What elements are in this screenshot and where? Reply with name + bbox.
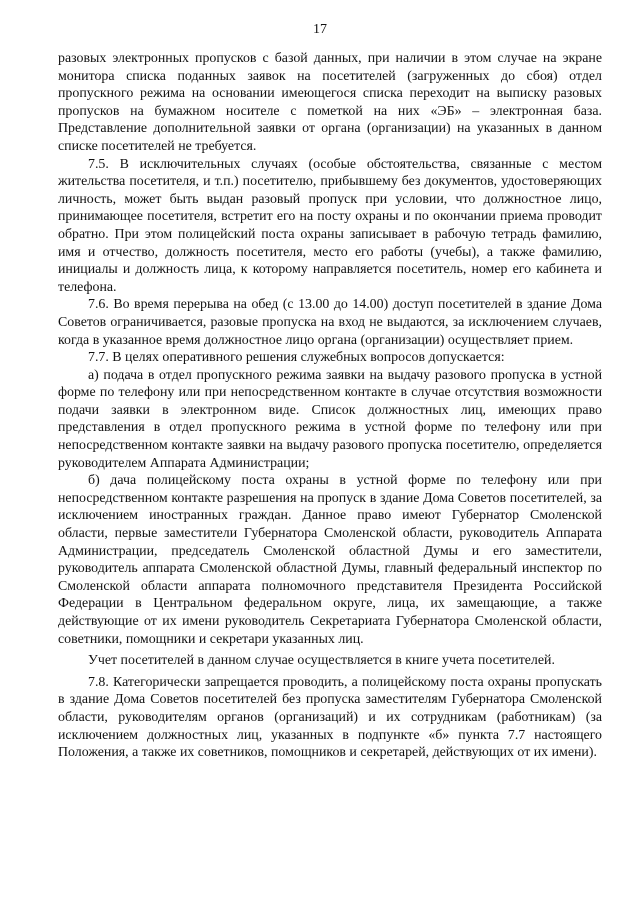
paragraph-7-8: 7.8. Категорически запрещается проводить, а полицейскому поста охраны пропускать в здание Дома Советов посетителей без пропуска заместителям Губернатора Смоленской области, руководителям органов (организаций) и их сотрудникам (работникам) (за исключением должностных лиц, указанных в подпункте «б» пункта 7.7 настоящего Положения, а также их советников, помощников и секретарей, действующих от их имени). (58, 674, 602, 761)
document-body (58, 50, 602, 762)
paragraph-visitor-accounting: Учет посетителей в данном случае осуществляется в книге учета посетителей. (88, 653, 555, 669)
page-number: 17 (313, 22, 327, 37)
paragraph-7-7-b: б) дача полицейскому поста охраны в устной форме по телефону или при непосредственном контакте разрешения на пропуск в здание Дома Советов посетителей, за исключением иностранных граждан. Данное право имеют Губернатор Смоленской области, первые заместители Губернатора Смоленской области, руководитель Аппарата Администрации, председатель Смоленской областной Думы и его заместители, руководитель аппарата Смоленской областной Думы, главный федеральный инспектор по Смоленской области аппарата полномочного представителя Президента Российской Федерации в Центральном федеральном округе, лица, их замещающие, а также действующие от их имени руководитель Секретариата Губернатора Смоленской области, советники, помощники и секретари указанных лиц. (58, 473, 602, 647)
paragraph-7-5: 7.5. В исключительных случаях (особые обстоятельства, связанные с местом жительства посетителя, и т.п.) посетителю, прибывшему без документов, удостоверяющих личность, может быть выдан разовый пропуск при условии, что должностное лицо, принимающее посетителя, встретит его на посту охраны и по окончании приема проводит обратно. При этом полицейский поста охраны записывает в рабочую тетрадь фамилию, имя и отчество, должность посетителя, место его работы (учебы), а также фамилию, инициалы и должность лица, к которому направляется посетитель, номер его кабинета и телефона. (58, 156, 602, 295)
paragraph-continuation: разовых электронных пропусков с базой данных, при наличии в этом случае на экране монитора списка поданных заявок на посетителей (загруженных до сбоя) отдел пропускного режима на основании имеющегося списка переходит на выписку разовых пропусков на бумажном носителе с пометкой на них «ЭБ» – электронная база. Представление дополнительной заявки от органа (организации) на указанных в данном списке посетителей не требуется. (58, 51, 602, 154)
paragraph-7-7-a: а) подача в отдел пропускного режима заявки на выдачу разового пропуска в устной форме по телефону или при непосредственном контакте в случае отсутствия возможности подачи заявки в электронном виде. Список должностных лиц, имеющих право представления в отдел пропускного режима в устной форме по телефону или при непосредственном контакте заявки на выдачу разового пропуска посетителю, определяется руководителем Аппарата Администрации; (58, 367, 602, 471)
paragraph-7-6: 7.6. Во время перерыва на обед (с 13.00 до 14.00) доступ посетителей в здание Дома Советов ограничивается, разовые пропуска на вход не выдаются, за исключением случаев, когда в указанное время должностное лицо органа (организации) осуществляет прием. (58, 297, 602, 348)
paragraph-7-7: 7.7. В целях оперативного решения служебных вопросов допускается: (88, 350, 505, 366)
